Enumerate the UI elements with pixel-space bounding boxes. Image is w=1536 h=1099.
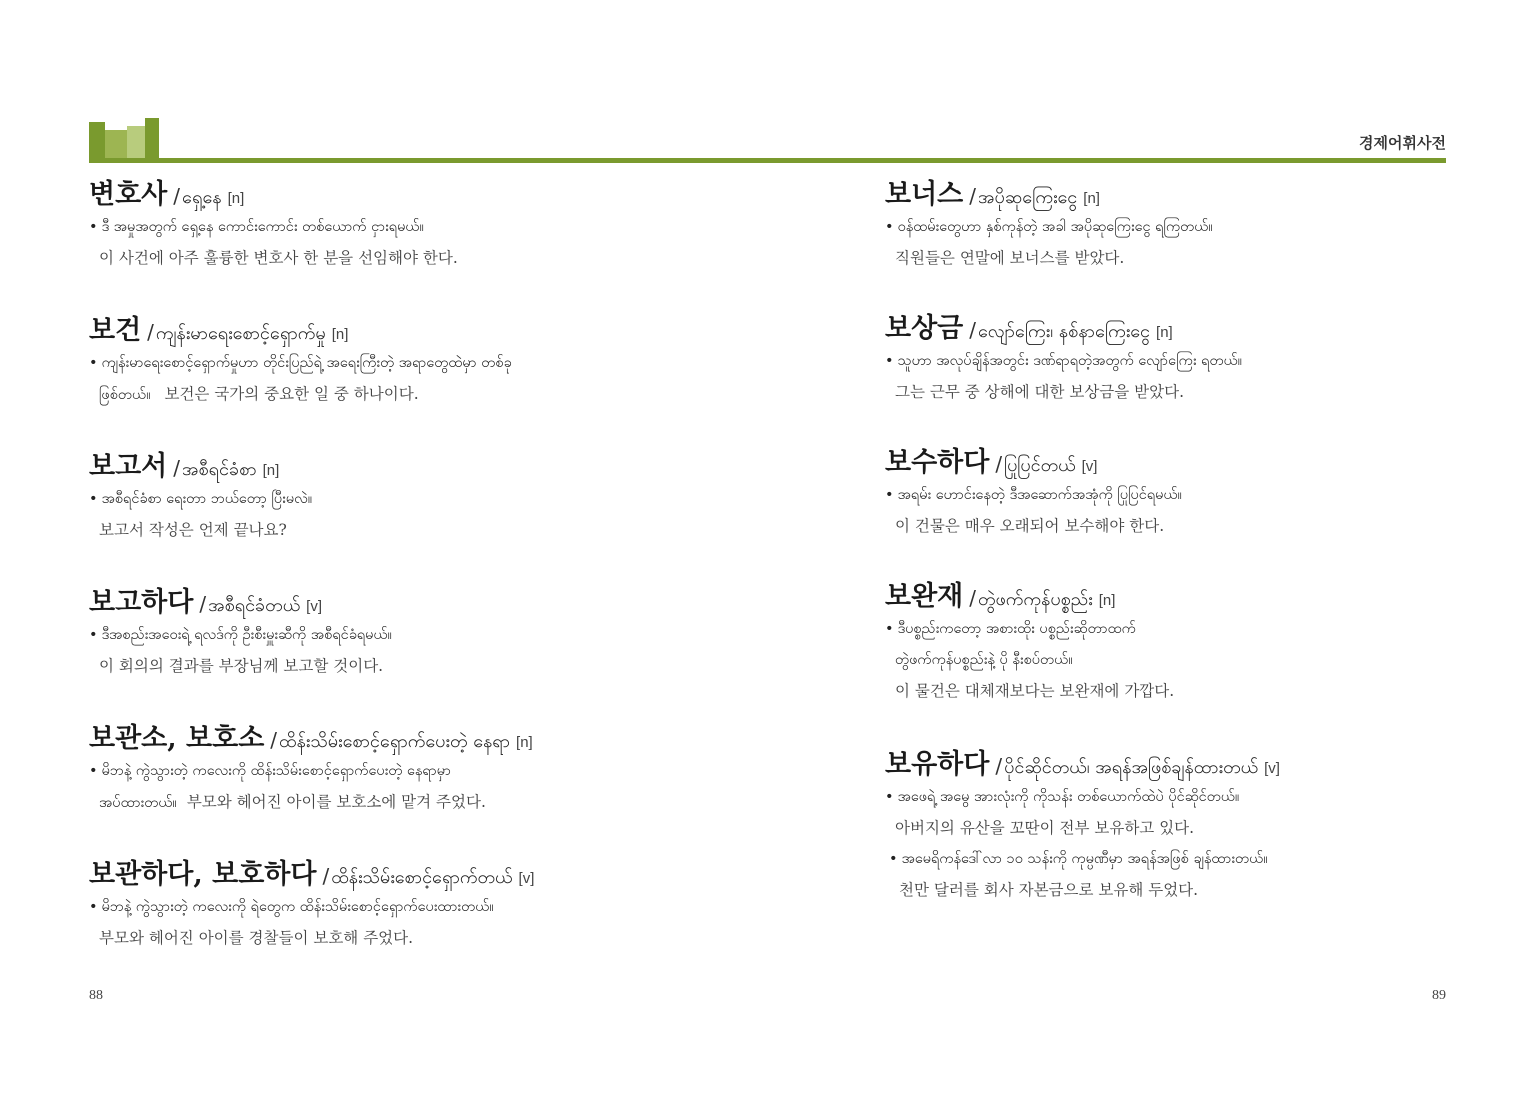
korean-translation: 그는 근무 중 상해에 대한 보상금을 받았다.	[895, 383, 1185, 401]
meaning: အစီရင်ခံစာ	[182, 459, 257, 480]
example-sentence: • အဖေရဲ့ အမွေ အားလုံးကို ကိုသန်း တစ်ယောက်ထဲပဲ ပိုင်ဆိုင်တယ်။	[885, 782, 1445, 813]
page-number-right: 89	[1432, 988, 1446, 1003]
headword: 보수하다	[885, 447, 990, 478]
meaning: အစီရင်ခံတယ်	[208, 595, 301, 616]
book-title: 경제어휘사전	[1359, 135, 1446, 152]
korean-translation: 부모와 헤어진 아이를 경찰들이 보호해 주었다.	[99, 929, 414, 947]
right-page-column	[885, 172, 1445, 906]
example-sentence: • ဝန်ထမ်းတွေဟာ နှစ်ကုန်တဲ့ အခါ အပိုဆုကြေးငွေ ရကြတယ်။	[885, 212, 1445, 243]
part-of-speech: [v]	[306, 598, 323, 615]
headword: 보유하다	[885, 749, 990, 780]
korean-translation: 이 회의의 결과를 부장님께 보고할 것이다.	[99, 657, 384, 675]
example-sentence-2: • အမေရိကန်ဒေါ်လာ ၁၀ သန်းကို ကုမ္ပဏီမှာ အရန်အဖြစ် ချန်ထားတယ်။	[885, 844, 1445, 875]
meaning: အပိုဆုကြေးငွေ	[978, 187, 1078, 208]
dictionary-entry: 보관소, 보호소 / ထိန်းသိမ်းစောင့်ရှောက်ပေးတဲ့ နေရာ [n] • မိဘနဲ့ ကွဲသွားတဲ့ ကလေးကို ထိန်းသိမ်းစောင့်ရှောက်ပေးတဲ့ နေရာမှာ အပ်ထားတယ်။ 부모와 헤어진 아이를 보호소에 맡겨 주었다.	[89, 716, 729, 852]
example-sentence: • ဒီ အမှုအတွက် ရှေ့နေ ကောင်းကောင်း တစ်ယောက် ငှားရမယ်။	[89, 212, 729, 243]
page-number-left: 88	[89, 988, 103, 1003]
part-of-speech: [n]	[1083, 190, 1100, 207]
korean-translation-2: 천만 달러를 회사 자본금으로 보유해 두었다.	[899, 881, 1199, 899]
headword: 보관소, 보호소	[89, 723, 265, 754]
korean-translation: 이 건물은 매우 오래되어 보수해야 한다.	[895, 517, 1165, 535]
dictionary-entry: 보관하다, 보호하다 / ထိန်းသိမ်းစောင့်ရှောက်တယ် [v] • မိဘနဲ့ ကွဲသွားတဲ့ ကလေးကို ရဲတွေက ထိန်းသိမ်းစောင့်ရှောက်ပေးထားတယ်။ 부모와 헤어진 아이를 경찰들이 보호해 주었다.	[89, 852, 729, 954]
korean-translation: 이 사건에 아주 훌륭한 변호사 한 분을 선임해야 한다.	[99, 249, 458, 267]
part-of-speech: [v]	[1081, 458, 1098, 475]
meaning: ပိုင်ဆိုင်တယ်၊ အရန်အဖြစ်ချန်ထားတယ်	[1004, 757, 1259, 778]
dictionary-entry: 보완재 / တွဲဖက်ကုန်ပစ္စည်း [n] • ဒီပစ္စည်းကတော့ အစားထိုး ပစ္စည်းဆိုတာထက် တွဲဖက်ကုန်ပစ္စည်းနဲ့ ပို နီးစပ်တယ်။ 이 물건은 대체재보다는 보완재에 가깝다.	[885, 574, 1445, 742]
part-of-speech: [n]	[1098, 592, 1116, 609]
part-of-speech: [v]	[1264, 760, 1280, 777]
part-of-speech: [n]	[262, 462, 280, 479]
dictionary-entry: 보고서 / အစီရင်ခံစာ [n] • အစီရင်ခံစာ ရေးတာ ဘယ်တော့ ပြီးမလဲ။ 보고서 작성은 언제 끝나요?	[89, 444, 729, 580]
left-page-column	[89, 172, 729, 954]
part-of-speech: [n]	[516, 734, 533, 751]
example-sentence: • အရမ်း ဟောင်းနေတဲ့ ဒီအဆောက်အအုံကို ပြုပြင်ရမယ်။	[885, 480, 1445, 511]
meaning: ထိန်းသိမ်းစောင့်ရှောက်တယ်	[331, 867, 513, 888]
part-of-speech: [n]	[1156, 324, 1173, 341]
dictionary-entry: 보건 / ကျန်းမာရေးစောင့်ရှောက်မှု [n] • ကျန်းမာရေးစောင့်ရှောက်မှုဟာ တိုင်းပြည်ရဲ့ အရေးကြီးတဲ့ အရာတွေထဲမှာ တစ်ခု ဖြစ်တယ်။ 보건은 국가의 중요한 일 중 하나이다.	[89, 308, 729, 444]
book-logo	[89, 118, 159, 160]
dictionary-entry: 변호사 / ရှေ့နေ [n] • ဒီ အမှုအတွက် ရှေ့နေ ကောင်းကောင်း တစ်ယောက် ငှားရမယ်။ 이 사건에 아주 훌륭한 변호사 한 분을 선임해야 한다.	[89, 172, 729, 308]
headword: 보고하다	[89, 587, 194, 618]
example-sentence-continued: တွဲဖက်ကုန်ပစ္စည်းနဲ့ ပို နီးစပ်တယ်။	[895, 652, 1073, 668]
headword: 보상금	[885, 313, 964, 344]
example-sentence: • ဒီပစ္စည်းကတော့ အစားထိုး ပစ္စည်းဆိုတာထက်	[885, 614, 1445, 645]
headword: 보고서	[89, 451, 168, 482]
example-sentence: • သူဟာ အလုပ်ချိန်အတွင်း ဒဏ်ရာရတဲ့အတွက် လျော်ကြေး ရတယ်။	[885, 346, 1445, 377]
part-of-speech: [n]	[331, 326, 349, 343]
korean-translation: 부모와 헤어진 아이를 보호소에 맡겨 주었다.	[186, 793, 486, 811]
dictionary-entry: 보상금 / လျော်ကြေး၊ နစ်နာကြေးငွေ [n] • သူဟာ အလုပ်ချိန်အတွင်း ဒဏ်ရာရတဲ့အတွက် လျော်ကြေး ရတယ်။ 그는 근무 중 상해에 대한 보상금을 받았다.	[885, 306, 1445, 440]
headword: 보너스	[885, 179, 964, 210]
meaning: လျော်ကြေး၊ နစ်နာကြေးငွေ	[978, 321, 1151, 342]
example-sentence-continued: ဖြစ်တယ်။ 보건은 국가의 중요한 일 중 하나이다.	[99, 385, 419, 403]
headword: 보건	[89, 315, 142, 346]
meaning: ကျန်းမာရေးစောင့်ရှောက်မှု	[155, 323, 326, 344]
example-sentence: • အစီရင်ခံစာ ရေးတာ ဘယ်တော့ ပြီးမလဲ။	[89, 484, 729, 515]
part-of-speech: [n]	[227, 190, 245, 207]
headword: 변호사	[89, 179, 168, 210]
example-sentence: • ဒီအစည်းအဝေးရဲ့ ရလဒ်ကို ဦးစီးမှူးဆီကို အစီရင်ခံရမယ်။	[89, 620, 729, 651]
korean-translation: 직원들은 연말에 보너스를 받았다.	[895, 249, 1125, 267]
dictionary-entry: 보고하다 / အစီရင်ခံတယ် [v] • ဒီအစည်းအဝေးရဲ့ ရလဒ်ကို ဦးစီးမှူးဆီကို အစီရင်ခံရမယ်။ 이 회의의 결과를 부장님께 보고할 것이다.	[89, 580, 729, 716]
headword: 보완재	[885, 581, 964, 612]
dictionary-entry: 보수하다 / ပြုပြင်တယ် [v] • အရမ်း ဟောင်းနေတဲ့ ဒီအဆောက်အအုံကို ပြုပြင်ရမယ်။ 이 건물은 매우 오래되어 보수해야 한다.	[885, 440, 1445, 574]
dictionary-entry: 보너스 / အပိုဆုကြေးငွေ [n] • ဝန်ထမ်းတွေဟာ နှစ်ကုန်တဲ့ အခါ အပိုဆုကြေးငွေ ရကြတယ်။ 직원들은 연말에 보너스를 받았다.	[885, 172, 1445, 306]
korean-translation: 이 물건은 대체재보다는 보완재에 가깝다.	[895, 682, 1175, 700]
korean-translation: 보고서 작성은 언제 끝나요?	[99, 521, 287, 539]
example-sentence-continued: အပ်ထားတယ်။ 부모와 헤어진 아이를 보호소에 맡겨 주었다.	[99, 793, 486, 811]
dictionary-entry: 보유하다 / ပိုင်ဆိုင်တယ်၊ အရန်အဖြစ်ချန်ထားတယ် [v] • အဖေရဲ့ အမွေ အားလုံးကို ကိုသန်း တစ်ယောက်ထဲပဲ ပိုင်ဆိုင်တယ်။ 아버지의 유산을 꼬딴이 전부 보유하고 있다. • အမေရိကန်ဒေါ်လာ ၁၀ သန်းကို ကုမ္ပဏီမှာ အရန်အဖြစ် ချန်ထားတယ်။ 천만 달러를 회사 자본금으로 보유해 두었다.	[885, 742, 1445, 906]
headword: 보관하다, 보호하다	[89, 859, 317, 890]
meaning: ရှေ့နေ	[182, 187, 222, 208]
meaning: တွဲဖက်ကုန်ပစ္စည်း	[978, 589, 1093, 610]
part-of-speech: [v]	[518, 870, 535, 887]
korean-translation: 아버지의 유산을 꼬딴이 전부 보유하고 있다.	[895, 819, 1195, 837]
meaning: ပြုပြင်တယ်	[1004, 455, 1076, 476]
example-sentence: • မိဘနဲ့ ကွဲသွားတဲ့ ကလေးကို ထိန်းသိမ်းစောင့်ရှောက်ပေးတဲ့ နေရာမှာ	[89, 756, 729, 787]
example-sentence: • ကျန်းမာရေးစောင့်ရှောက်မှုဟာ တိုင်းပြည်ရဲ့ အရေးကြီးတဲ့ အရာတွေထဲမှာ တစ်ခု	[89, 348, 729, 379]
meaning: ထိန်းသိမ်းစောင့်ရှောက်ပေးတဲ့ နေရာ	[279, 731, 511, 752]
korean-translation: 보건은 국가의 중요한 일 중 하나이다.	[164, 385, 419, 403]
header-rule	[89, 158, 1446, 163]
example-sentence: • မိဘနဲ့ ကွဲသွားတဲ့ ကလေးကို ရဲတွေက ထိန်းသိမ်းစောင့်ရှောက်ပေးထားတယ်။	[89, 892, 729, 923]
